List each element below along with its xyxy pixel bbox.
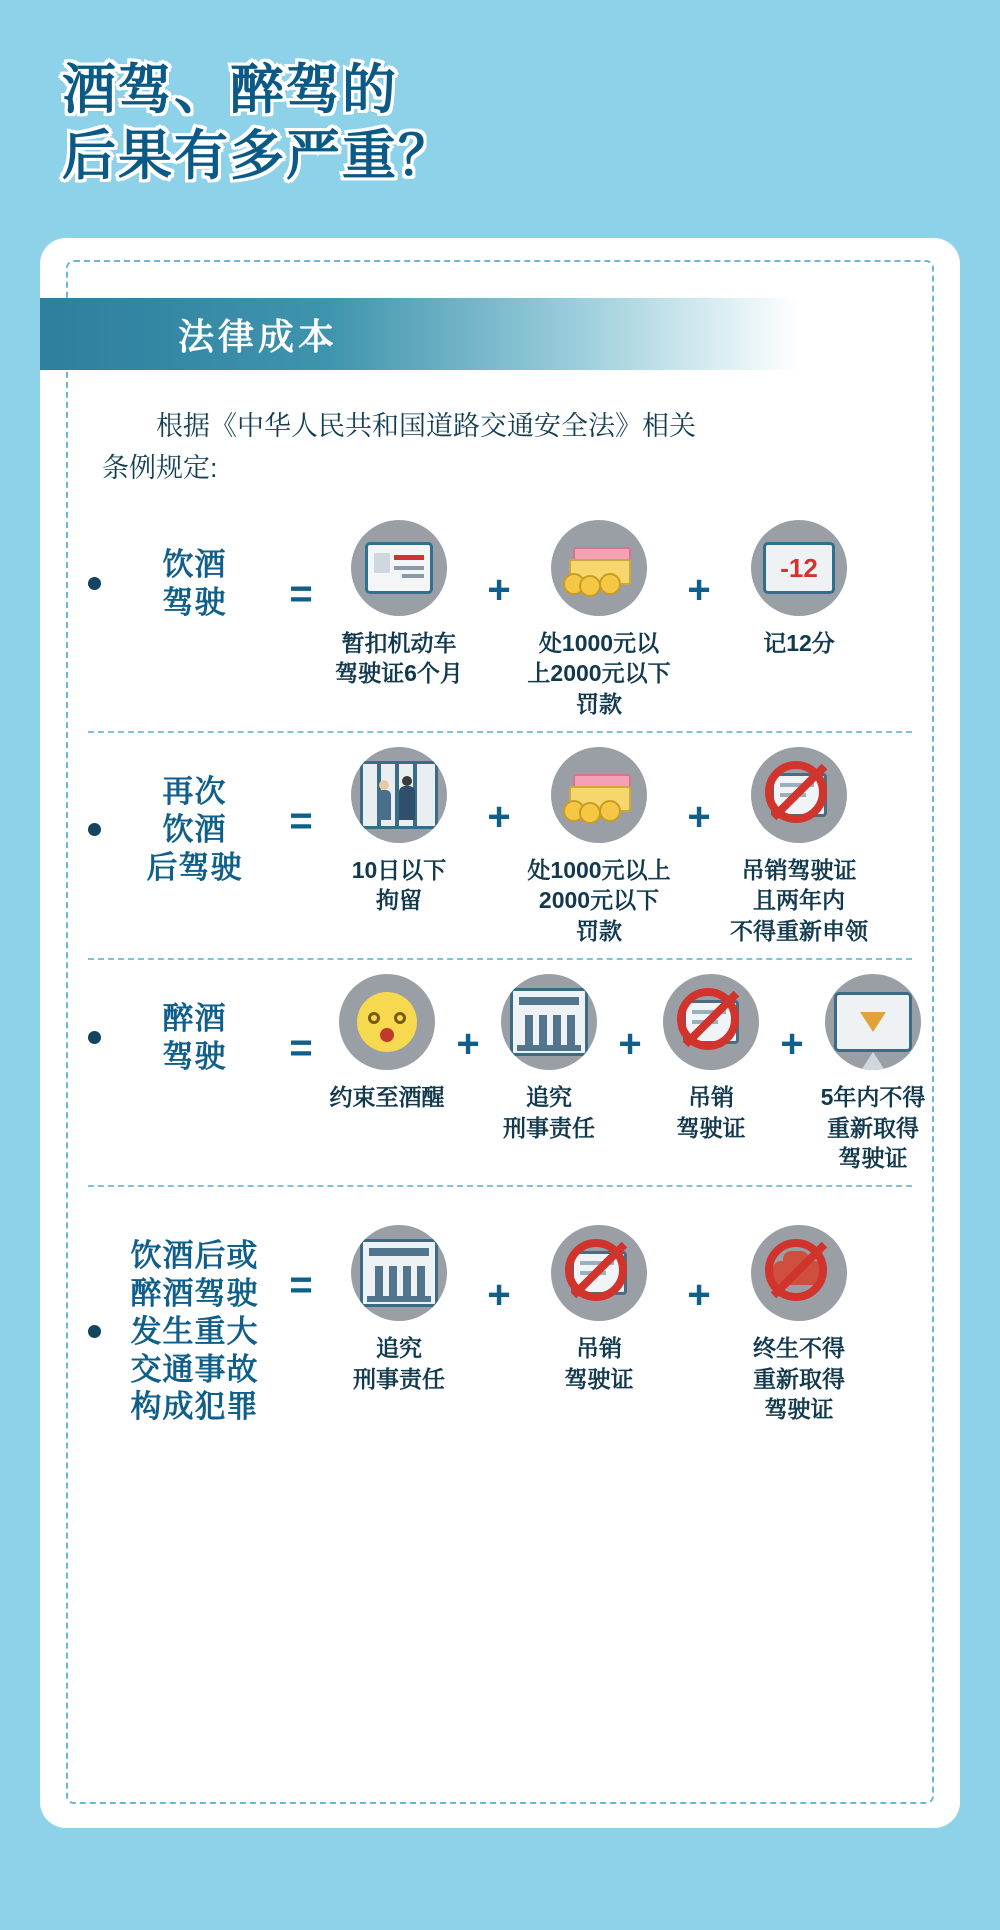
page-title-line-1: 酒驾、醉驾的 [62,60,398,120]
criminal-liability-icon [501,974,597,1070]
bullet-icon [88,823,101,836]
row-items [324,974,936,1173]
driving-license-icon [351,520,447,616]
table-row [88,958,926,1185]
list-item [324,1225,474,1394]
item-caption: 终生不得 重新取得 驾驶证 [753,1335,845,1422]
plus-sign: + [456,1022,480,1067]
demerit-points-value: -12 [763,542,835,594]
row-items [324,747,912,946]
penalty-rows [88,506,926,1438]
license-revoked-icon [751,747,847,843]
row-label-text: 饮酒 驾驶 [162,547,227,620]
item-caption: 处1000元以上 2000元以下 罚款 [527,857,671,944]
table-row [88,506,912,731]
legal-cost-card [40,238,960,1828]
list-item [724,1225,874,1424]
list-item [324,974,450,1112]
lifetime-ban-icon [751,1225,847,1321]
bullet-icon [88,1325,101,1338]
row-label-text: 饮酒后或 醉酒驾驶 发生重大 交通事故 构成犯罪 [130,1238,259,1425]
list-item [486,974,612,1143]
equals-sign: = [289,572,313,616]
equals-sign: = [289,1026,313,1071]
item-caption: 追究 刑事责任 [353,1335,445,1392]
list-item [524,1225,674,1394]
section-header-label: 法律成本 [178,315,339,357]
plus-sign: + [487,1273,511,1318]
item-caption: 处1000元以 上2000元以下 罚款 [527,630,671,717]
list-item [324,747,474,916]
item-caption: 5年内不得 重新取得 驾驶证 [820,1084,926,1171]
plus-sign: + [687,568,711,612]
detention-jail-icon [351,747,447,843]
plus-sign: + [780,1022,804,1067]
row-label-drink-driving [88,520,278,622]
drunk-face-icon [339,974,435,1070]
plus-sign: + [487,795,511,840]
row-label-repeat-drink-driving [88,747,278,886]
list-item [724,747,874,946]
item-caption: 记12分 [763,630,835,656]
item-caption: 吊销驾驶证 且两年内 不得重新申领 [730,857,868,944]
license-revoked-icon [663,974,759,1070]
section-header-ribbon [40,298,800,370]
row-label-text: 醉酒 驾驶 [162,1001,227,1074]
bullet-icon [88,577,101,590]
list-item [648,974,774,1143]
list-item [524,520,674,719]
demerit-points-icon [751,520,847,616]
row-items [324,520,912,719]
license-revoked-icon [551,1225,647,1321]
item-caption: 暂扣机动车 驾驶证6个月 [335,630,463,687]
list-item [724,520,874,658]
intro-line-1: 根据《中华人民共和国道路交通安全法》相关 [156,411,696,441]
item-caption: 约束至酒醒 [329,1084,445,1111]
bullet-icon [88,1031,101,1044]
list-item [324,520,474,689]
table-row [88,1185,912,1438]
plus-sign: + [487,568,511,612]
item-caption: 吊销 驾驶证 [564,1335,634,1392]
table-row [88,731,912,958]
row-label-major-accident-crime [88,1201,278,1426]
list-item [524,747,674,946]
equals-sign: = [289,799,313,844]
intro-paragraph [102,406,822,490]
page-title [62,58,802,190]
money-fine-icon [551,747,647,843]
row-label-drunk-driving [88,974,278,1076]
plus-sign: + [687,1273,711,1318]
item-caption: 追究 刑事责任 [503,1084,595,1141]
waiting-period-icon [825,974,921,1070]
row-label-text: 再次 饮酒 后驾驶 [146,774,243,885]
plus-sign: + [618,1022,642,1067]
page-title-line-2: 后果有多严重？ [62,125,454,186]
list-item [810,974,936,1173]
equals-sign: = [289,1263,313,1308]
row-items [324,1201,912,1424]
item-caption: 吊销 驾驶证 [676,1084,746,1141]
money-fine-icon [551,520,647,616]
plus-sign: + [687,795,711,840]
item-caption: 10日以下 拘留 [351,857,447,914]
intro-line-2: 条例规定: [102,452,218,483]
criminal-liability-icon [351,1225,447,1321]
